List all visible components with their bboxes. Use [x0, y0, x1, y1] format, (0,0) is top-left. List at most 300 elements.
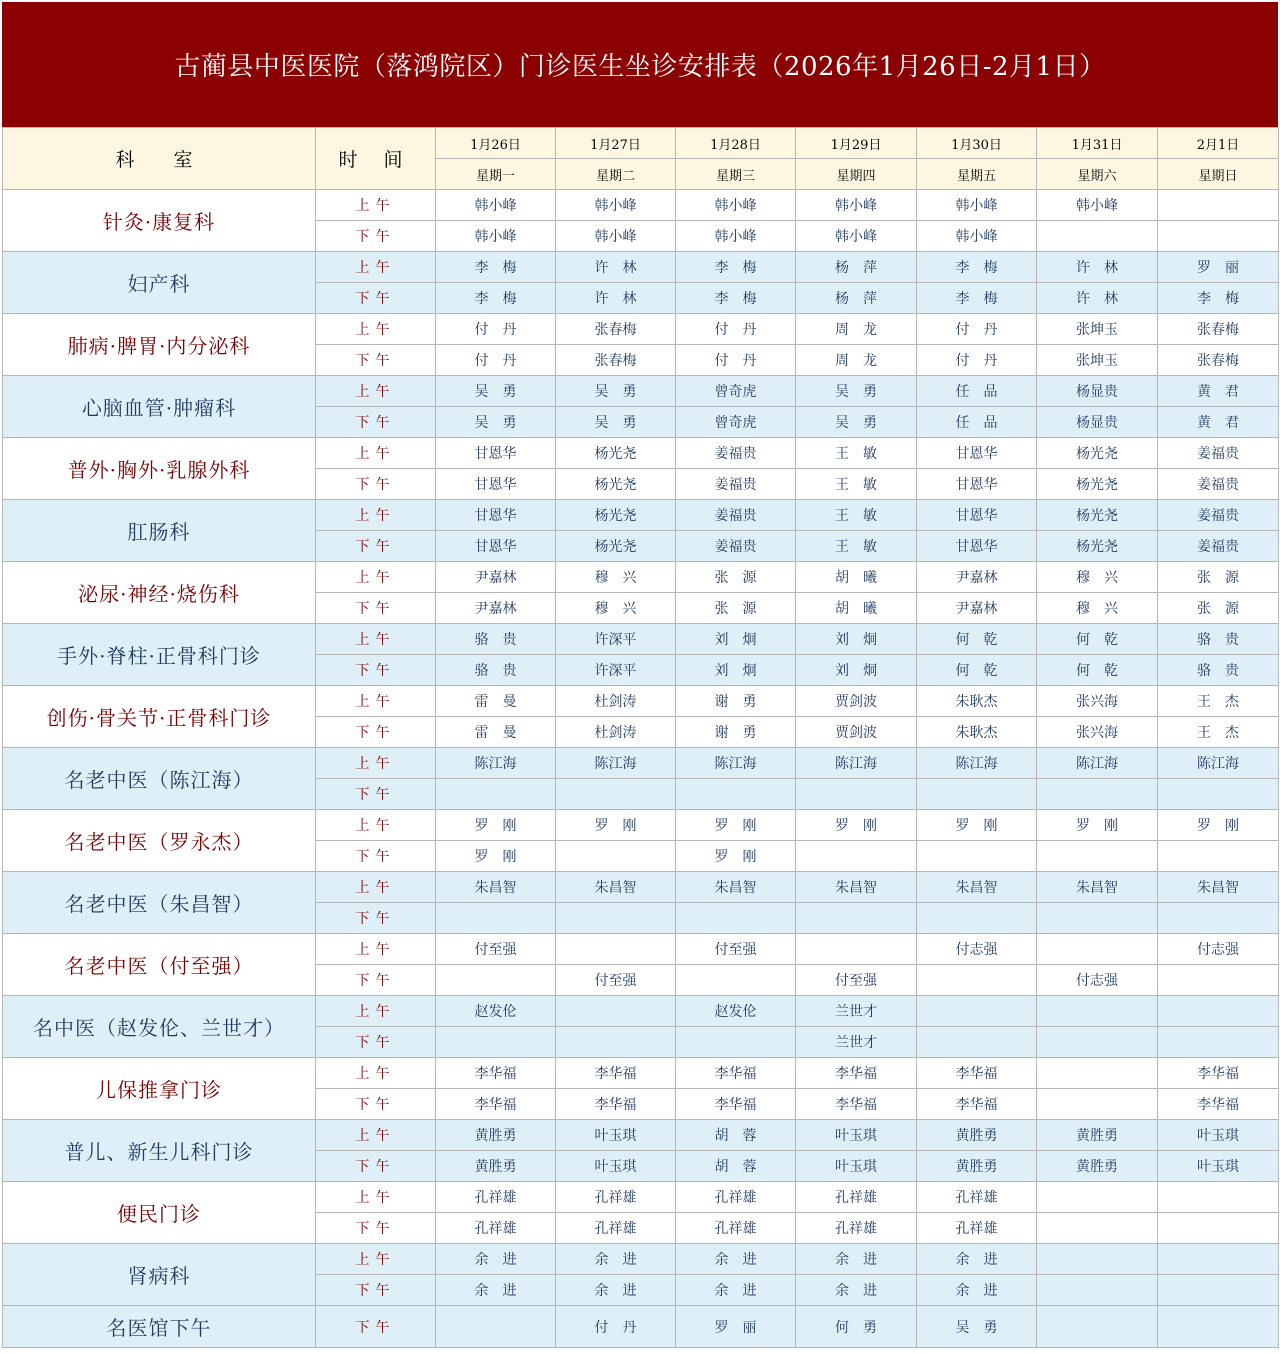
doctor-cell: 姜福贵 — [676, 500, 796, 531]
doctor-cell: 胡 蓉 — [676, 1151, 796, 1182]
doctor-cell — [1158, 1213, 1279, 1244]
schedule-body — [3, 128, 1279, 1348]
weekday-header: 星期一 — [436, 159, 556, 190]
doctor-cell: 韩小峰 — [917, 190, 1037, 221]
doctor-cell: 付至强 — [556, 965, 676, 996]
doctor-cell: 陈江海 — [556, 748, 676, 779]
doctor-cell: 陈江海 — [1158, 748, 1279, 779]
doctor-cell — [436, 1306, 556, 1348]
doctor-cell — [1158, 190, 1279, 221]
doctor-cell: 付志强 — [917, 934, 1037, 965]
doctor-cell: 黄 君 — [1158, 407, 1279, 438]
doctor-cell: 王 杰 — [1158, 686, 1279, 717]
doctor-cell: 任 品 — [917, 407, 1037, 438]
table-row — [3, 872, 1279, 903]
morning-slot-label: 上午 — [316, 1058, 436, 1089]
table-row — [3, 1182, 1279, 1213]
doctor-cell: 李华福 — [1158, 1058, 1279, 1089]
doctor-cell: 姜福贵 — [1158, 469, 1279, 500]
doctor-cell: 李 梅 — [436, 252, 556, 283]
doctor-cell: 李华福 — [556, 1089, 676, 1120]
doctor-cell: 陈江海 — [436, 748, 556, 779]
doctor-cell: 李华福 — [917, 1089, 1037, 1120]
table-row — [3, 252, 1279, 283]
afternoon-slot-label: 下午 — [316, 593, 436, 624]
doctor-cell: 付 丹 — [436, 345, 556, 376]
doctor-cell: 雷 曼 — [436, 717, 556, 748]
doctor-cell: 杨光尧 — [556, 438, 676, 469]
doctor-cell — [1158, 1027, 1279, 1058]
doctor-cell: 付 丹 — [917, 345, 1037, 376]
doctor-cell: 黄胜勇 — [436, 1120, 556, 1151]
doctor-cell: 李 梅 — [676, 252, 796, 283]
doctor-cell: 甘恩华 — [436, 500, 556, 531]
doctor-cell: 赵发伦 — [436, 996, 556, 1027]
doctor-cell: 张春梅 — [556, 345, 676, 376]
doctor-cell: 甘恩华 — [436, 531, 556, 562]
schedule-page — [2, 2, 1278, 1347]
doctor-cell: 杨 萍 — [796, 283, 917, 314]
doctor-cell: 李 梅 — [676, 283, 796, 314]
doctor-cell: 罗 刚 — [676, 841, 796, 872]
doctor-cell: 孔祥雄 — [436, 1182, 556, 1213]
doctor-cell: 甘恩华 — [917, 531, 1037, 562]
doctor-cell — [917, 779, 1037, 810]
department-name: 泌尿·神经·烧伤科 — [3, 562, 316, 624]
afternoon-slot-label: 下午 — [316, 903, 436, 934]
doctor-cell — [1037, 1213, 1158, 1244]
department-name: 普外·胸外·乳腺外科 — [3, 438, 316, 500]
doctor-cell — [1037, 996, 1158, 1027]
doctor-cell: 杨光尧 — [1037, 469, 1158, 500]
doctor-cell: 兰世才 — [796, 996, 917, 1027]
doctor-cell: 张 源 — [1158, 593, 1279, 624]
doctor-cell — [1158, 221, 1279, 252]
doctor-cell: 朱耿杰 — [917, 717, 1037, 748]
doctor-cell: 张兴海 — [1037, 717, 1158, 748]
doctor-cell — [436, 965, 556, 996]
doctor-cell: 孔祥雄 — [436, 1213, 556, 1244]
doctor-cell — [556, 903, 676, 934]
doctor-cell — [796, 779, 917, 810]
doctor-cell: 张 源 — [1158, 562, 1279, 593]
doctor-cell — [676, 1027, 796, 1058]
department-name: 名老中医（陈江海） — [3, 748, 316, 810]
doctor-cell — [917, 1027, 1037, 1058]
doctor-cell — [1037, 1089, 1158, 1120]
doctor-cell: 黄胜勇 — [917, 1120, 1037, 1151]
header-date-row — [3, 128, 1279, 159]
doctor-cell: 张 源 — [676, 562, 796, 593]
doctor-cell: 甘恩华 — [917, 438, 1037, 469]
date-header: 1月29日 — [796, 128, 917, 159]
department-name: 名中医（赵发伦、兰世才） — [3, 996, 316, 1058]
doctor-cell: 任 品 — [917, 376, 1037, 407]
doctor-cell: 余 进 — [917, 1244, 1037, 1275]
doctor-cell: 吴 勇 — [436, 407, 556, 438]
doctor-cell: 穆 兴 — [1037, 593, 1158, 624]
doctor-cell: 黄 君 — [1158, 376, 1279, 407]
doctor-cell: 李华福 — [436, 1089, 556, 1120]
doctor-cell: 韩小峰 — [917, 221, 1037, 252]
doctor-cell: 孔祥雄 — [676, 1213, 796, 1244]
doctor-cell: 朱耿杰 — [917, 686, 1037, 717]
department-name: 儿保推拿门诊 — [3, 1058, 316, 1120]
doctor-cell — [1158, 1244, 1279, 1275]
doctor-cell: 甘恩华 — [917, 500, 1037, 531]
doctor-cell: 李 梅 — [917, 283, 1037, 314]
weekday-header: 星期五 — [917, 159, 1037, 190]
afternoon-slot-label: 下午 — [316, 1151, 436, 1182]
date-header: 1月28日 — [676, 128, 796, 159]
doctor-cell — [556, 779, 676, 810]
doctor-cell: 骆 贵 — [1158, 655, 1279, 686]
doctor-cell: 李华福 — [917, 1058, 1037, 1089]
doctor-cell — [556, 934, 676, 965]
morning-slot-label: 上午 — [316, 500, 436, 531]
doctor-cell: 韩小峰 — [1037, 190, 1158, 221]
date-header: 1月31日 — [1037, 128, 1158, 159]
afternoon-slot-label: 下午 — [316, 965, 436, 996]
doctor-cell — [917, 903, 1037, 934]
morning-slot-label: 上午 — [316, 376, 436, 407]
doctor-cell: 朱昌智 — [796, 872, 917, 903]
doctor-cell: 吴 勇 — [556, 407, 676, 438]
doctor-cell: 朱昌智 — [917, 872, 1037, 903]
afternoon-slot-label: 下午 — [316, 283, 436, 314]
doctor-cell: 李华福 — [796, 1058, 917, 1089]
doctor-cell — [1037, 221, 1158, 252]
morning-slot-label: 上午 — [316, 1244, 436, 1275]
doctor-cell: 叶玉琪 — [1158, 1151, 1279, 1182]
weekday-header: 星期六 — [1037, 159, 1158, 190]
doctor-cell: 甘恩华 — [917, 469, 1037, 500]
doctor-cell: 吴 勇 — [436, 376, 556, 407]
doctor-cell: 付 丹 — [676, 314, 796, 345]
date-header: 1月30日 — [917, 128, 1037, 159]
table-row — [3, 1244, 1279, 1275]
department-name: 针灸·康复科 — [3, 190, 316, 252]
doctor-cell: 叶玉琪 — [796, 1120, 917, 1151]
doctor-cell: 付 丹 — [556, 1306, 676, 1348]
doctor-cell: 杨显贵 — [1037, 407, 1158, 438]
doctor-cell — [1037, 779, 1158, 810]
morning-slot-label: 上午 — [316, 314, 436, 345]
doctor-cell: 韩小峰 — [556, 190, 676, 221]
afternoon-slot-label: 下午 — [316, 841, 436, 872]
doctor-cell: 胡 曦 — [796, 593, 917, 624]
morning-slot-label: 上午 — [316, 748, 436, 779]
doctor-cell: 黄胜勇 — [436, 1151, 556, 1182]
doctor-cell: 陈江海 — [676, 748, 796, 779]
doctor-cell: 许 林 — [556, 283, 676, 314]
doctor-cell — [1037, 1182, 1158, 1213]
doctor-cell: 杜剑涛 — [556, 717, 676, 748]
doctor-cell: 杨光尧 — [1037, 438, 1158, 469]
doctor-cell — [676, 965, 796, 996]
doctor-cell — [1158, 1182, 1279, 1213]
doctor-cell: 王 敏 — [796, 438, 917, 469]
table-row — [3, 438, 1279, 469]
page-title: 古蔺县中医医院（落鸿院区）门诊医生坐诊安排表（2026年1月26日-2月1日） — [2, 2, 1278, 127]
doctor-cell: 王 敏 — [796, 469, 917, 500]
doctor-cell — [676, 903, 796, 934]
doctor-cell: 李 梅 — [1158, 283, 1279, 314]
doctor-cell: 张春梅 — [556, 314, 676, 345]
doctor-cell: 李 梅 — [917, 252, 1037, 283]
doctor-cell — [917, 841, 1037, 872]
doctor-cell: 叶玉琪 — [796, 1151, 917, 1182]
doctor-cell: 韩小峰 — [676, 190, 796, 221]
doctor-cell: 韩小峰 — [796, 221, 917, 252]
doctor-cell: 付至强 — [436, 934, 556, 965]
doctor-cell: 许 林 — [1037, 283, 1158, 314]
doctor-cell: 雷 曼 — [436, 686, 556, 717]
dept-header: 科 室 — [3, 128, 316, 190]
doctor-cell: 尹嘉林 — [436, 593, 556, 624]
doctor-cell: 何 乾 — [1037, 624, 1158, 655]
doctor-cell: 罗 丽 — [1158, 252, 1279, 283]
afternoon-slot-label: 下午 — [316, 1306, 436, 1348]
doctor-cell — [1037, 934, 1158, 965]
doctor-cell: 罗 刚 — [436, 810, 556, 841]
doctor-cell — [676, 779, 796, 810]
doctor-cell: 韩小峰 — [436, 190, 556, 221]
doctor-cell — [436, 903, 556, 934]
doctor-cell: 曾奇虎 — [676, 376, 796, 407]
time-header: 时 间 — [316, 128, 436, 190]
doctor-cell: 杨光尧 — [1037, 500, 1158, 531]
doctor-cell — [917, 965, 1037, 996]
doctor-cell: 杨 萍 — [796, 252, 917, 283]
doctor-cell: 付志强 — [1158, 934, 1279, 965]
morning-slot-label: 上午 — [316, 190, 436, 221]
doctor-cell — [1037, 1306, 1158, 1348]
doctor-cell: 张兴海 — [1037, 686, 1158, 717]
doctor-cell — [796, 841, 917, 872]
morning-slot-label: 上午 — [316, 872, 436, 903]
afternoon-slot-label: 下午 — [316, 1089, 436, 1120]
doctor-cell — [1037, 841, 1158, 872]
afternoon-slot-label: 下午 — [316, 221, 436, 252]
doctor-cell: 张坤玉 — [1037, 345, 1158, 376]
weekday-header: 星期二 — [556, 159, 676, 190]
doctor-cell: 刘 炯 — [796, 624, 917, 655]
doctor-cell: 叶玉琪 — [556, 1120, 676, 1151]
department-name: 手外·脊柱·正骨科门诊 — [3, 624, 316, 686]
doctor-cell: 陈江海 — [1037, 748, 1158, 779]
table-row — [3, 562, 1279, 593]
afternoon-slot-label: 下午 — [316, 531, 436, 562]
doctor-cell: 贾剑波 — [796, 686, 917, 717]
weekday-header: 星期日 — [1158, 159, 1279, 190]
doctor-cell: 朱昌智 — [436, 872, 556, 903]
doctor-cell: 余 进 — [556, 1275, 676, 1306]
doctor-cell: 孔祥雄 — [676, 1182, 796, 1213]
doctor-cell: 杨光尧 — [1037, 531, 1158, 562]
doctor-cell: 余 进 — [676, 1244, 796, 1275]
doctor-cell: 尹嘉林 — [917, 593, 1037, 624]
date-header: 1月27日 — [556, 128, 676, 159]
doctor-cell: 陈江海 — [796, 748, 917, 779]
doctor-cell: 张 源 — [676, 593, 796, 624]
doctor-cell: 许深平 — [556, 624, 676, 655]
doctor-cell: 韩小峰 — [556, 221, 676, 252]
doctor-cell: 叶玉琪 — [556, 1151, 676, 1182]
doctor-cell: 罗 丽 — [676, 1306, 796, 1348]
table-row — [3, 686, 1279, 717]
doctor-cell: 付 丹 — [436, 314, 556, 345]
doctor-cell: 姜福贵 — [676, 438, 796, 469]
doctor-cell: 尹嘉林 — [436, 562, 556, 593]
doctor-cell: 姜福贵 — [676, 469, 796, 500]
afternoon-slot-label: 下午 — [316, 1275, 436, 1306]
doctor-cell — [1037, 1027, 1158, 1058]
doctor-cell: 刘 炯 — [796, 655, 917, 686]
morning-slot-label: 上午 — [316, 686, 436, 717]
doctor-cell: 罗 刚 — [436, 841, 556, 872]
doctor-cell: 付 丹 — [676, 345, 796, 376]
doctor-cell: 韩小峰 — [676, 221, 796, 252]
doctor-cell: 杨光尧 — [556, 531, 676, 562]
doctor-cell: 王 杰 — [1158, 717, 1279, 748]
doctor-cell — [556, 996, 676, 1027]
morning-slot-label: 上午 — [316, 1120, 436, 1151]
doctor-cell: 付至强 — [796, 965, 917, 996]
doctor-cell: 穆 兴 — [556, 562, 676, 593]
doctor-cell: 杨显贵 — [1037, 376, 1158, 407]
doctor-cell: 孔祥雄 — [796, 1182, 917, 1213]
doctor-cell: 骆 贵 — [436, 624, 556, 655]
doctor-cell: 刘 炯 — [676, 655, 796, 686]
afternoon-slot-label: 下午 — [316, 779, 436, 810]
doctor-cell: 余 进 — [436, 1275, 556, 1306]
doctor-cell: 李华福 — [676, 1058, 796, 1089]
morning-slot-label: 上午 — [316, 1182, 436, 1213]
date-header: 2月1日 — [1158, 128, 1279, 159]
doctor-cell: 骆 贵 — [1158, 624, 1279, 655]
morning-slot-label: 上午 — [316, 934, 436, 965]
doctor-cell: 甘恩华 — [436, 469, 556, 500]
doctor-cell: 刘 炯 — [676, 624, 796, 655]
doctor-cell — [436, 779, 556, 810]
doctor-cell: 黄胜勇 — [1037, 1151, 1158, 1182]
doctor-cell: 甘恩华 — [436, 438, 556, 469]
doctor-cell — [796, 934, 917, 965]
doctor-cell: 赵发伦 — [676, 996, 796, 1027]
department-name: 肺病·脾胃·内分泌科 — [3, 314, 316, 376]
doctor-cell — [1158, 779, 1279, 810]
afternoon-slot-label: 下午 — [316, 1027, 436, 1058]
doctor-cell: 尹嘉林 — [917, 562, 1037, 593]
morning-slot-label: 上午 — [316, 562, 436, 593]
doctor-cell: 李华福 — [556, 1058, 676, 1089]
department-name: 名老中医（朱昌智） — [3, 872, 316, 934]
doctor-cell: 杨光尧 — [556, 500, 676, 531]
doctor-cell: 余 进 — [796, 1244, 917, 1275]
doctor-cell — [796, 903, 917, 934]
doctor-cell — [1037, 1244, 1158, 1275]
doctor-cell: 罗 刚 — [676, 810, 796, 841]
doctor-cell: 余 进 — [676, 1275, 796, 1306]
doctor-cell: 姜福贵 — [1158, 438, 1279, 469]
doctor-cell: 贾剑波 — [796, 717, 917, 748]
doctor-cell: 罗 刚 — [556, 810, 676, 841]
date-header: 1月26日 — [436, 128, 556, 159]
morning-slot-label: 上午 — [316, 624, 436, 655]
doctor-cell: 胡 蓉 — [676, 1120, 796, 1151]
doctor-cell: 胡 曦 — [796, 562, 917, 593]
doctor-cell: 吴 勇 — [796, 407, 917, 438]
doctor-cell: 罗 刚 — [1037, 810, 1158, 841]
table-row — [3, 1120, 1279, 1151]
doctor-cell: 许 林 — [1037, 252, 1158, 283]
table-row — [3, 810, 1279, 841]
doctor-cell: 谢 勇 — [676, 686, 796, 717]
morning-slot-label: 上午 — [316, 252, 436, 283]
doctor-cell: 李华福 — [436, 1058, 556, 1089]
doctor-cell: 骆 贵 — [436, 655, 556, 686]
doctor-cell — [1158, 903, 1279, 934]
doctor-cell: 罗 刚 — [917, 810, 1037, 841]
doctor-cell: 姜福贵 — [676, 531, 796, 562]
table-row — [3, 190, 1279, 221]
doctor-cell: 朱昌智 — [1037, 872, 1158, 903]
afternoon-slot-label: 下午 — [316, 469, 436, 500]
schedule-table — [2, 127, 1279, 1348]
doctor-cell: 何 乾 — [1037, 655, 1158, 686]
doctor-cell: 付志强 — [1037, 965, 1158, 996]
doctor-cell: 黄胜勇 — [917, 1151, 1037, 1182]
department-name: 名老中医（罗永杰） — [3, 810, 316, 872]
doctor-cell: 吴 勇 — [556, 376, 676, 407]
doctor-cell — [1158, 996, 1279, 1027]
doctor-cell: 罗 刚 — [796, 810, 917, 841]
doctor-cell: 张坤玉 — [1037, 314, 1158, 345]
department-name: 肛肠科 — [3, 500, 316, 562]
doctor-cell: 李华福 — [796, 1089, 917, 1120]
department-name: 便民门诊 — [3, 1182, 316, 1244]
table-row — [3, 376, 1279, 407]
doctor-cell: 孔祥雄 — [917, 1182, 1037, 1213]
doctor-cell: 吴 勇 — [796, 376, 917, 407]
doctor-cell: 韩小峰 — [436, 221, 556, 252]
doctor-cell: 陈江海 — [917, 748, 1037, 779]
doctor-cell: 李 梅 — [436, 283, 556, 314]
doctor-cell — [1158, 1275, 1279, 1306]
table-row — [3, 934, 1279, 965]
doctor-cell — [1037, 903, 1158, 934]
morning-slot-label: 上午 — [316, 996, 436, 1027]
department-name: 名医馆下午 — [3, 1306, 316, 1348]
doctor-cell: 叶玉琪 — [1158, 1120, 1279, 1151]
doctor-cell: 李华福 — [1158, 1089, 1279, 1120]
department-name: 创伤·骨关节·正骨科门诊 — [3, 686, 316, 748]
afternoon-slot-label: 下午 — [316, 655, 436, 686]
doctor-cell: 何 乾 — [917, 624, 1037, 655]
table-row — [3, 996, 1279, 1027]
doctor-cell: 余 进 — [556, 1244, 676, 1275]
doctor-cell: 朱昌智 — [556, 872, 676, 903]
department-name: 肾病科 — [3, 1244, 316, 1306]
doctor-cell — [556, 841, 676, 872]
doctor-cell — [1158, 965, 1279, 996]
table-row — [3, 500, 1279, 531]
doctor-cell: 王 敏 — [796, 531, 917, 562]
doctor-cell: 余 进 — [917, 1275, 1037, 1306]
morning-slot-label: 上午 — [316, 438, 436, 469]
doctor-cell: 兰世才 — [796, 1027, 917, 1058]
